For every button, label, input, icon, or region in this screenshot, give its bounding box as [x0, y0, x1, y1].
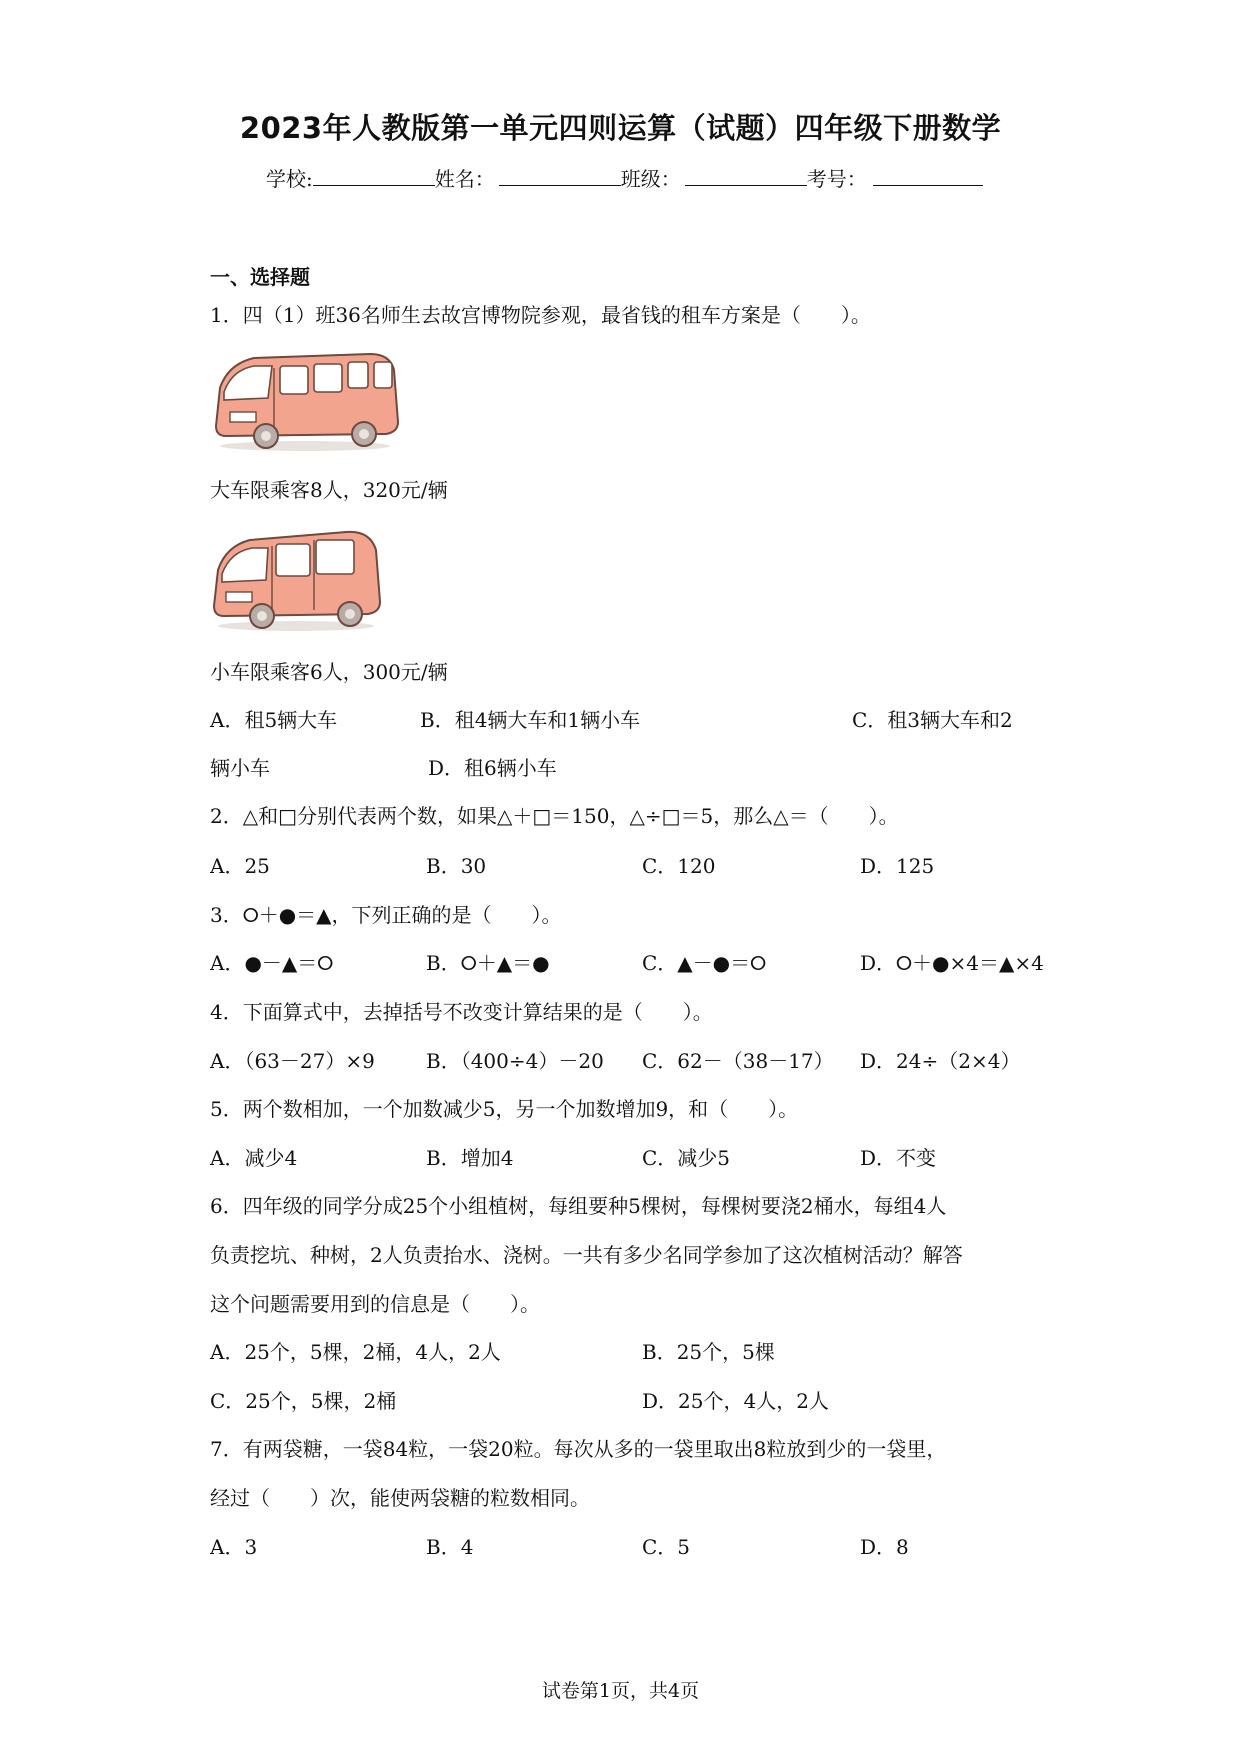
q4-option-b: B．（400÷4）－20: [426, 1049, 604, 1073]
q5-option-c: C．减少5: [642, 1146, 731, 1170]
q3-option-c: C．▲－●＝⭘: [642, 951, 767, 975]
q1-option-c-continued: 辆小车: [210, 756, 270, 780]
exam-no-blank: [873, 165, 983, 186]
q5-option-d: D．不变: [860, 1146, 937, 1170]
question-6-stem-line-1: 6．四年级的同学分成25个小组植树，每组要种5棵树，每棵树要浇2桶水，每组4人: [210, 1194, 947, 1218]
q4-option-d: D．24÷（2×4）: [860, 1049, 1021, 1073]
q5-option-a: A．减少4: [210, 1146, 298, 1170]
q6-option-a: A．25个，5棵，2桶，4人，2人: [210, 1340, 501, 1364]
exam-no-label: 考号：: [806, 167, 867, 191]
q4-option-a: A．（63－27）×9: [210, 1049, 375, 1073]
question-6-stem-line-3: 这个问题需要用到的信息是（ ）。: [210, 1292, 540, 1316]
class-blank: [685, 165, 807, 186]
question-7-stem-line-2: 经过（ ）次，能使两袋糖的粒数相同。: [210, 1486, 590, 1510]
question-6-stem-line-2: 负责挖坑、种树，2人负责抬水、浇树。一共有多少名同学参加了这次植树活动？解答: [210, 1243, 963, 1267]
question-5-stem: 5．两个数相加，一个加数减少5，另一个加数增加9，和（ ）。: [210, 1097, 799, 1121]
q7-option-c: C．5: [642, 1535, 691, 1559]
q1-option-c: C．租3辆大车和2: [852, 708, 1013, 732]
q4-option-c: C．62－（38－17）: [642, 1049, 834, 1073]
q2-option-d: D．125: [860, 854, 935, 878]
page-title: 2023年人教版第一单元四则运算（试题）四年级下册数学: [239, 111, 1002, 145]
q1-option-b: B．租4辆大车和1辆小车: [420, 708, 641, 732]
big-car-caption: 大车限乘客8人，320元/辆: [210, 478, 448, 502]
q2-option-c: C．120: [642, 854, 716, 878]
question-3-stem: 3．⭘＋●＝▲，下列正确的是（ ）。: [210, 903, 562, 927]
q2-option-b: B．30: [426, 854, 487, 878]
small-car-caption: 小车限乘客6人，300元/辆: [210, 660, 448, 684]
student-info-line: [266, 163, 983, 192]
q7-option-d: D．8: [860, 1535, 909, 1559]
school-label: 学校:: [266, 167, 313, 191]
class-label: 班级：: [620, 167, 681, 191]
section-heading: 一、选择题: [210, 265, 310, 289]
q2-option-a: A．25: [210, 854, 270, 878]
q1-option-d: D．租6辆小车: [428, 756, 557, 780]
q3-option-a: A．●－▲＝⭘: [210, 951, 334, 975]
name-blank: [499, 165, 621, 186]
q7-option-a: A．3: [210, 1535, 258, 1559]
q6-option-b: B．25个，5棵: [642, 1340, 775, 1364]
q5-option-b: B．增加4: [426, 1146, 514, 1170]
q1-option-a: A．租5辆大车: [210, 708, 338, 732]
question-7-stem-line-1: 7．有两袋糖，一袋84粒，一袋20粒。每次从多的一袋里取出8粒放到少的一袋里，: [210, 1437, 947, 1461]
big-van-image: [210, 348, 402, 454]
page-footer: 试卷第1页，共4页: [541, 1680, 700, 1702]
question-4-stem: 4．下面算式中，去掉括号不改变计算结果的是（ ）。: [210, 1000, 713, 1024]
q3-option-d: D．⭘＋●×4＝▲×4: [860, 951, 1044, 975]
name-label: 姓名：: [434, 167, 495, 191]
school-blank: [313, 165, 435, 186]
question-1-stem: 1．四（1）班36名师生去故宫博物院参观，最省钱的租车方案是（ ）。: [210, 303, 871, 327]
q6-option-c: C．25个，5棵，2桶: [210, 1389, 397, 1413]
q6-option-d: D．25个，4人，2人: [642, 1389, 829, 1413]
question-2-stem: 2．△和□分别代表两个数，如果△＋□＝150，△÷□＝5，那么△＝（ ）。: [210, 804, 899, 828]
small-van-image: [210, 524, 382, 634]
q3-option-b: B．⭘＋▲＝●: [426, 951, 550, 975]
q7-option-b: B．4: [426, 1535, 474, 1559]
